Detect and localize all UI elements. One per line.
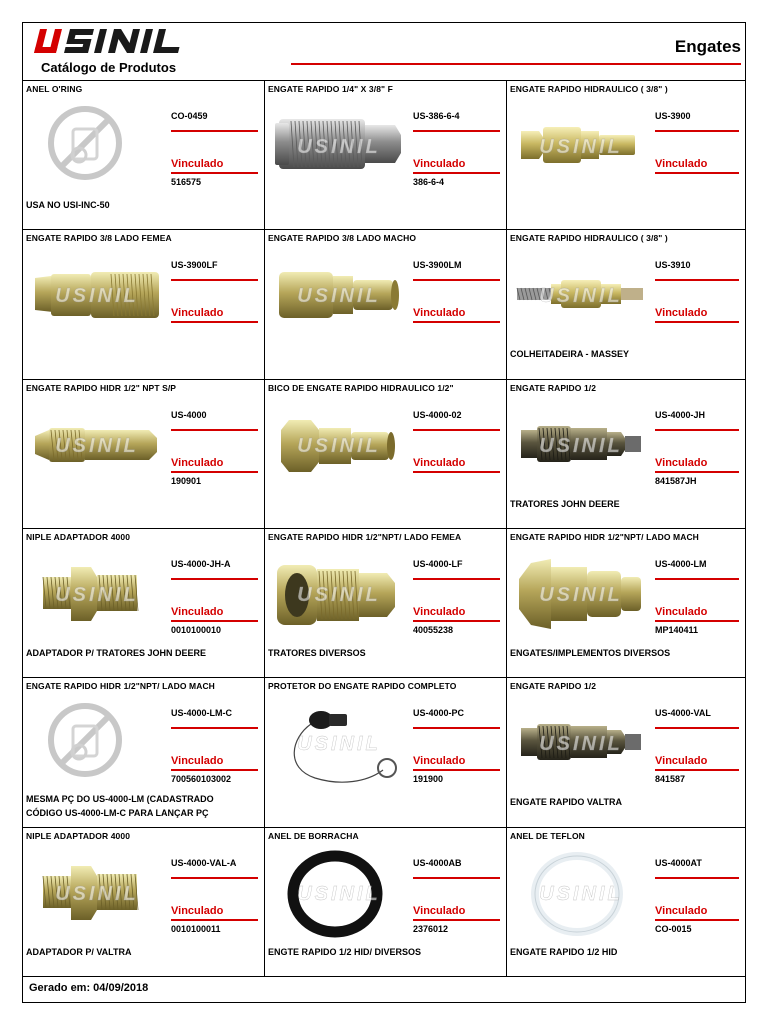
- nipple-adapter-image: [29, 549, 165, 639]
- product-code: US-3910: [655, 260, 691, 271]
- product-card: [265, 81, 507, 230]
- reference-code: 40055238: [413, 624, 454, 635]
- product-title: ENGATE RAPIDO 3/8 LADO FEMEA: [26, 233, 172, 244]
- product-code: CO-0459: [171, 111, 208, 121]
- status-label: Vinculado: [413, 755, 466, 768]
- code-underline: [171, 429, 258, 431]
- product-title: ANEL DE BORRACHA: [268, 830, 359, 841]
- status-underline: [413, 919, 500, 921]
- header-divider: [291, 63, 741, 65]
- product-card: [265, 380, 507, 529]
- product-code: US-3900LF: [171, 260, 218, 271]
- status-label: Vinculado: [655, 307, 708, 320]
- page-header: [23, 23, 745, 81]
- product-note: COLHEITADEIRA - MASSEY: [510, 349, 630, 360]
- status-label: Vinculado: [171, 456, 224, 469]
- coupler-male-image: [271, 250, 407, 340]
- product-title: ENGATE RAPIDO 1/2: [510, 681, 597, 692]
- svg-text:USINIL: USINIL: [297, 882, 381, 905]
- product-title: ENGATE RAPIDO HIDRAULICO ( 3/8" ): [510, 233, 668, 244]
- product-title: ENGATE RAPIDO HIDR 1/2" NPT S/P: [26, 382, 177, 393]
- code-underline: [413, 877, 500, 879]
- quick-coupler-brass-image: [513, 101, 649, 191]
- product-card: [23, 230, 265, 379]
- code-underline: [655, 429, 739, 431]
- product-card: [23, 678, 265, 827]
- svg-text:USINIL: USINIL: [539, 285, 623, 308]
- product-title: ENGATE RAPIDO HIDR 1/2"NPT/ LADO MACH: [26, 681, 215, 692]
- catalog-subtitle: Catálogo de Produtos: [41, 60, 177, 75]
- reference-code: CO-0015: [655, 923, 692, 934]
- status-underline: [171, 769, 258, 771]
- svg-text:USINIL: USINIL: [297, 136, 381, 158]
- status-underline: [413, 471, 500, 473]
- catalog-page: [22, 22, 746, 1003]
- coupler-nozzle-image: [271, 400, 407, 490]
- section-title: Engates: [674, 37, 741, 56]
- reference-code: 841587JH: [655, 475, 697, 486]
- code-underline: [413, 429, 500, 431]
- product-card: [265, 828, 507, 977]
- code-underline: [171, 877, 258, 879]
- code-underline: [655, 727, 739, 729]
- product-title: ENGATE RAPIDO HIDR 1/2"NPT/ LADO MACH: [510, 531, 699, 542]
- code-underline: [171, 279, 258, 281]
- product-code: US-3900: [655, 111, 691, 121]
- page-footer: [23, 977, 745, 1002]
- status-underline: [171, 919, 258, 921]
- svg-text:USINIL: USINIL: [539, 434, 623, 457]
- product-code: US-4000-02: [413, 409, 462, 420]
- product-code: US-4000-LF: [413, 558, 463, 569]
- product-card: [23, 828, 265, 977]
- product-code: US-4000-JH-A: [171, 558, 231, 569]
- status-label: Vinculado: [413, 307, 466, 320]
- product-note: ENGATES/IMPLEMENTOS DIVERSOS: [510, 647, 671, 658]
- status-underline: [655, 620, 739, 622]
- svg-text:USINIL: USINIL: [55, 285, 139, 308]
- svg-text:USINIL: USINIL: [297, 733, 381, 756]
- status-label: Vinculado: [413, 904, 466, 917]
- reference-code: MP140411: [655, 624, 699, 635]
- status-label: Vinculado: [413, 158, 466, 170]
- dust-cap-chain-image: [271, 698, 407, 788]
- product-note: ENGATE RAPIDO 1/2 HID: [510, 946, 618, 957]
- product-card: [507, 828, 745, 977]
- product-title: ANEL DE TEFLON: [510, 830, 585, 841]
- status-label: Vinculado: [655, 904, 708, 917]
- product-card: [265, 230, 507, 379]
- code-underline: [171, 578, 258, 580]
- coupler-dark-image: [513, 698, 649, 788]
- product-code: US-4000AT: [655, 857, 702, 868]
- reference-code: 190901: [171, 475, 202, 486]
- status-label: Vinculado: [413, 605, 466, 618]
- product-code: US-386-6-4: [413, 111, 460, 121]
- product-code: US-4000-VAL-A: [171, 857, 237, 868]
- generated-date: Gerado em: 04/09/2018: [29, 982, 149, 994]
- status-underline: [655, 471, 739, 473]
- code-underline: [655, 877, 739, 879]
- no-image-icon-image: [29, 698, 165, 788]
- status-underline: [171, 172, 258, 174]
- product-card: [23, 529, 265, 678]
- svg-text:USINIL: USINIL: [539, 882, 623, 905]
- coupler-female-front-image: [271, 549, 407, 639]
- reference-code: 516575: [171, 177, 202, 187]
- product-title: ENGATE RAPIDO 1/4" X 3/8" F: [268, 84, 393, 94]
- product-note: TRATORES JOHN DEERE: [510, 498, 620, 509]
- svg-text:USINIL: USINIL: [297, 583, 381, 606]
- status-underline: [655, 172, 739, 174]
- product-note: [26, 792, 214, 820]
- product-card: [507, 529, 745, 678]
- product-note: TRATORES DIVERSOS: [268, 647, 366, 658]
- product-grid: [23, 81, 745, 977]
- status-underline: [171, 471, 258, 473]
- product-code: US-4000-LM-C: [171, 708, 233, 719]
- code-underline: [413, 727, 500, 729]
- product-card: [23, 380, 265, 529]
- code-underline: [655, 279, 739, 281]
- reference-code: 700560103002: [171, 774, 232, 785]
- product-title: ENGATE RAPIDO 3/8 LADO MACHO: [268, 233, 417, 244]
- product-note: USA NO USI-INC-50: [26, 200, 110, 210]
- status-label: Vinculado: [413, 456, 466, 469]
- reference-code: 191900: [413, 774, 444, 785]
- code-underline: [413, 279, 500, 281]
- coupler-dark-image: [513, 400, 649, 490]
- status-underline: [655, 919, 739, 921]
- status-label: Vinculado: [171, 605, 224, 618]
- product-note: ENGATE RAPIDO VALTRA: [510, 797, 622, 808]
- svg-text:USINIL: USINIL: [539, 583, 623, 606]
- quick-coupler-steel-image: [271, 101, 407, 191]
- product-title: ANEL O'RING: [26, 84, 83, 94]
- product-code: US-4000-VAL: [655, 708, 711, 719]
- product-card: [265, 529, 507, 678]
- product-card: [265, 678, 507, 827]
- status-underline: [413, 769, 500, 771]
- status-underline: [655, 321, 739, 323]
- product-note: ENGTE RAPIDO 1/2 HID/ DIVERSOS: [268, 946, 422, 957]
- status-label: Vinculado: [171, 158, 224, 170]
- status-label: Vinculado: [655, 456, 708, 469]
- product-title: NIPLE ADAPTADOR 4000: [26, 531, 131, 542]
- reference-code: 0010100011: [171, 923, 221, 934]
- coupler-threaded-image: [513, 250, 649, 340]
- status-underline: [171, 620, 258, 622]
- status-label: Vinculado: [655, 158, 708, 170]
- status-label: Vinculado: [171, 755, 224, 768]
- reference-code: 841587: [655, 774, 686, 785]
- product-note: ADAPTADOR P/ TRATORES JOHN DEERE: [26, 647, 207, 658]
- product-title: ENGATE RAPIDO HIDR 1/2"NPT/ LADO FEMEA: [268, 531, 462, 542]
- product-code: US-4000-JH: [655, 409, 706, 420]
- status-label: Vinculado: [171, 307, 224, 320]
- status-underline: [413, 620, 500, 622]
- code-underline: [655, 578, 739, 580]
- product-title: BICO DE ENGATE RAPIDO HIDRAULICO 1/2": [268, 382, 454, 393]
- nipple-adapter-image: [29, 848, 165, 938]
- status-label: Vinculado: [171, 904, 224, 917]
- svg-text:USINIL: USINIL: [55, 434, 139, 457]
- rubber-ring-image: [271, 848, 407, 938]
- reference-code: 2376012: [413, 923, 449, 934]
- product-title: ENGATE RAPIDO 1/2: [510, 382, 597, 393]
- code-underline: [171, 727, 258, 729]
- code-underline: [413, 578, 500, 580]
- svg-text:USINIL: USINIL: [55, 583, 139, 606]
- reference-code: 0010100010: [171, 624, 222, 635]
- product-title: NIPLE ADAPTADOR 4000: [26, 830, 131, 841]
- product-card: [507, 81, 745, 230]
- coupler-male-flange-image: [513, 549, 649, 639]
- usinil-logo: [29, 25, 225, 61]
- product-card: [507, 380, 745, 529]
- product-code: US-4000AB: [413, 857, 462, 868]
- product-card: [23, 81, 265, 230]
- coupler-female-image: [29, 250, 165, 340]
- svg-text:USINIL: USINIL: [539, 733, 623, 756]
- svg-text:USINIL: USINIL: [55, 882, 139, 905]
- svg-text:USINIL: USINIL: [297, 434, 381, 457]
- status-label: Vinculado: [655, 755, 708, 768]
- no-image-icon-image: [29, 101, 165, 191]
- code-underline: [413, 130, 500, 132]
- svg-text:USINIL: USINIL: [297, 285, 381, 308]
- product-code: US-4000-PC: [413, 708, 465, 719]
- teflon-ring-image: [513, 848, 649, 938]
- status-underline: [655, 769, 739, 771]
- product-note: ADAPTADOR P/ VALTRA: [26, 946, 132, 957]
- product-note-line-1: MESMA PÇ DO US-4000-LM (CADASTRADO: [26, 794, 214, 805]
- code-underline: [655, 130, 739, 132]
- product-code: US-3900LM: [413, 260, 462, 271]
- product-card: [507, 230, 745, 379]
- coupler-full-image: [29, 400, 165, 490]
- product-note-line-2: CÓDIGO US-4000-LM-C PARA LANÇAR PÇ: [26, 808, 209, 819]
- product-card: [507, 678, 745, 827]
- reference-code: 386-6-4: [413, 177, 445, 187]
- code-underline: [171, 130, 258, 132]
- status-label: Vinculado: [655, 605, 708, 618]
- product-title: PROTETOR DO ENGATE RAPIDO COMPLETO: [268, 681, 457, 692]
- status-underline: [171, 321, 258, 323]
- product-title: ENGATE RAPIDO HIDRAULICO ( 3/8" ): [510, 84, 668, 94]
- status-underline: [413, 321, 500, 323]
- product-code: US-4000: [171, 409, 207, 420]
- status-underline: [413, 172, 500, 174]
- product-code: US-4000-LM: [655, 558, 707, 569]
- svg-text:USINIL: USINIL: [539, 136, 623, 158]
